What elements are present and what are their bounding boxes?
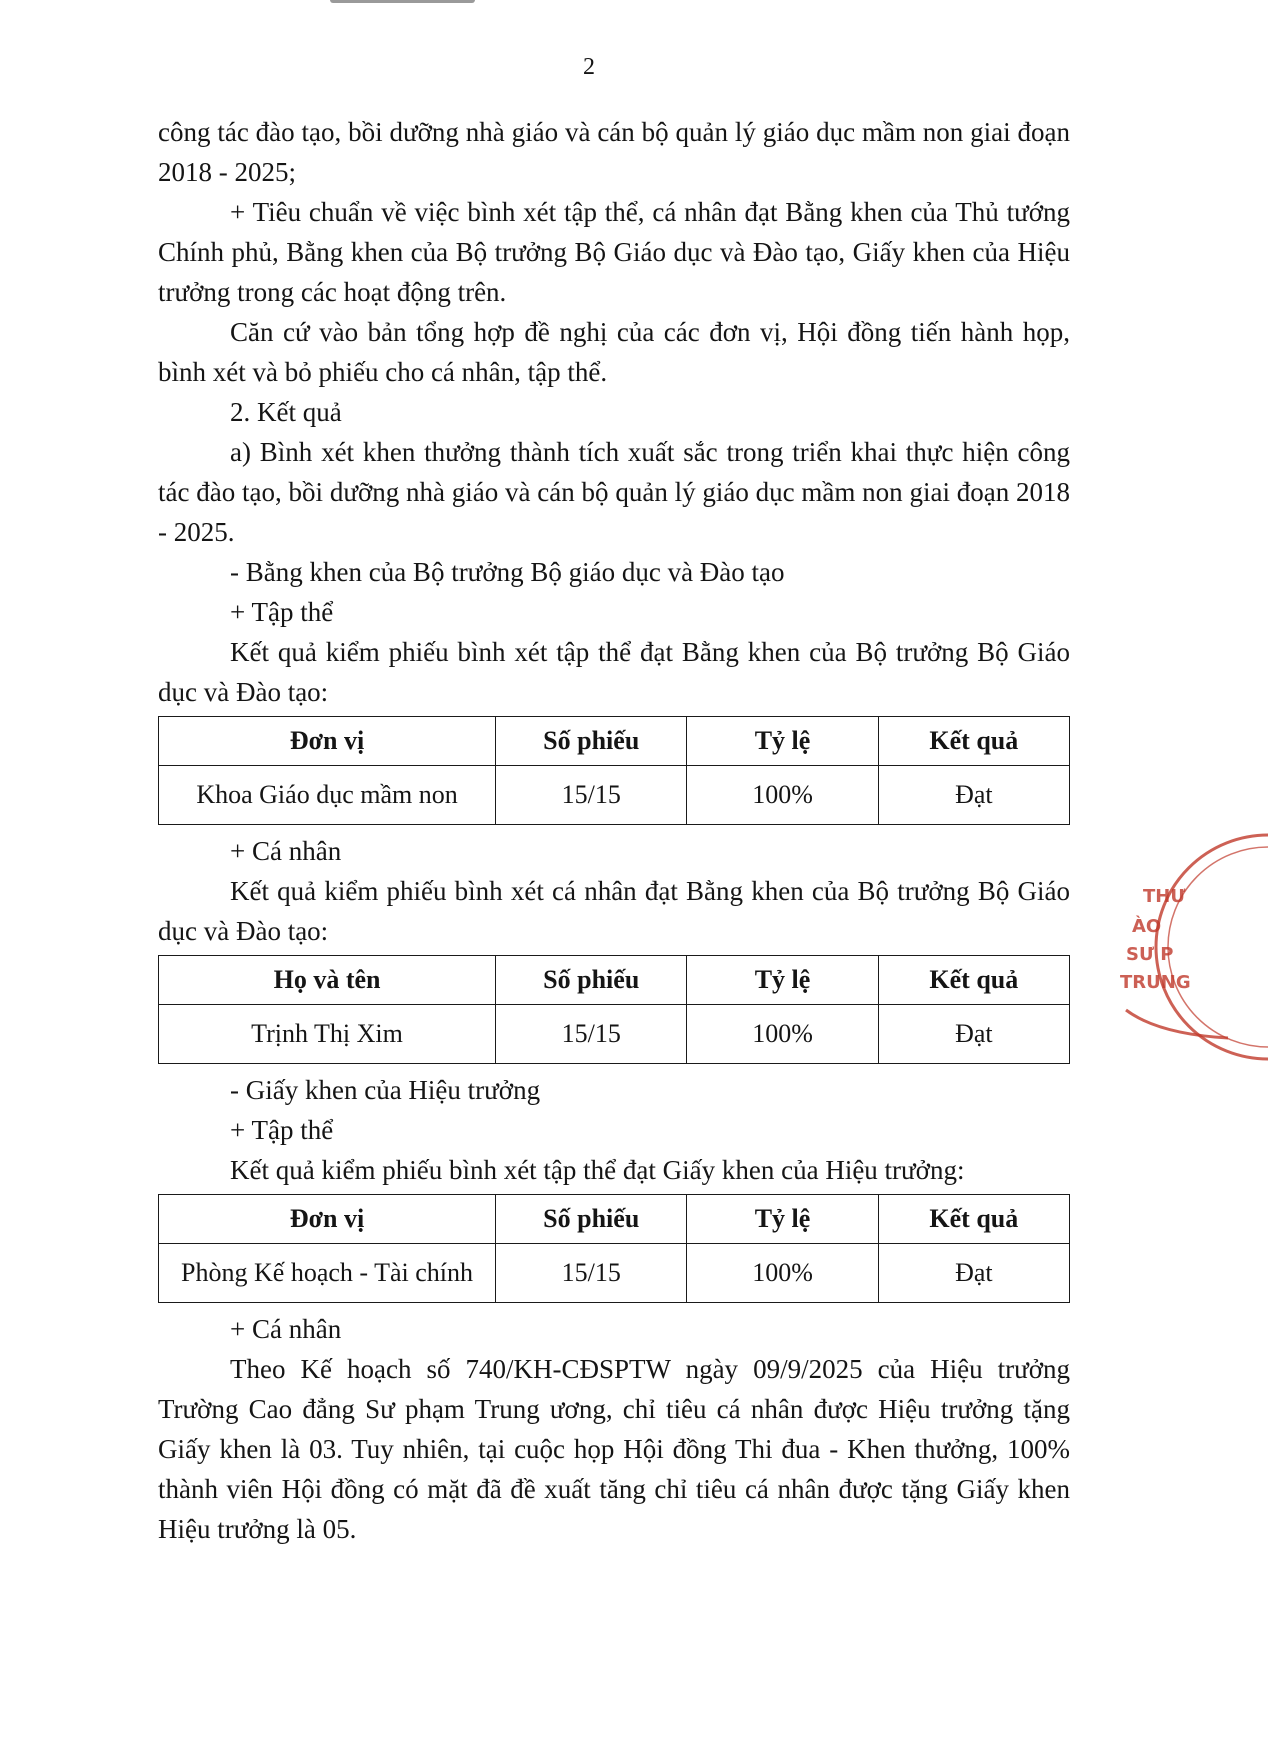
table-cell: Đạt — [878, 766, 1069, 825]
table-collective-principal-award — [158, 1194, 1070, 1303]
table-cell: 15/15 — [496, 1244, 687, 1303]
table-cell: Khoa Giáo dục mầm non — [159, 766, 496, 825]
seal-text: ÀO — [1132, 916, 1162, 937]
paragraph-table1-caption: Kết quả kiểm phiếu bình xét tập thể đạt Bằng khen của Bộ trưởng Bộ Giáo dục và Đào tạo: — [158, 637, 1070, 707]
paragraph-section-a: a) Bình xét khen thưởng thành tích xuất sắc trong triển khai thực hiện công tác đào tạo, bồi dưỡng nhà giáo và cán bộ quản lý giáo dục mầm non giai đoạn 2018 - 2025. — [158, 437, 1070, 547]
table-cell: Đạt — [878, 1244, 1069, 1303]
paragraph-award-criteria: + Tiêu chuẩn về việc bình xét tập thể, cá nhân đạt Bằng khen của Thủ tướng Chính phủ, Bằng khen của Bộ trưởng Bộ Giáo dục và Đào tạo, Giấy khen của Hiệu trưởng trong các hoạt động trên. — [158, 197, 1070, 307]
page-number: 2 — [583, 54, 595, 80]
table-header-cell: Họ và tên — [159, 956, 496, 1005]
document-body — [158, 112, 1070, 1549]
table-header-row — [159, 717, 1070, 766]
table-row — [159, 766, 1070, 825]
seal-text: TRUNG — [1120, 972, 1191, 993]
table-header-cell: Tỷ lệ — [687, 1195, 878, 1244]
table-header-row — [159, 956, 1070, 1005]
heading-collective: + Tập thể — [230, 1115, 334, 1145]
section-heading-results: 2. Kết quả — [230, 397, 342, 427]
table-cell: 100% — [687, 1005, 878, 1064]
seal-text: THƯ — [1143, 886, 1186, 907]
table-cell: Đạt — [878, 1005, 1069, 1064]
table-header-cell: Đơn vị — [159, 717, 496, 766]
heading-minister-award: - Bằng khen của Bộ trưởng Bộ giáo dục và Đào tạo — [230, 557, 785, 587]
heading-individual: + Cá nhân — [230, 1314, 342, 1344]
table-header-cell: Kết quả — [878, 717, 1069, 766]
heading-collective: + Tập thể — [230, 597, 334, 627]
paragraph-table2-caption: Kết quả kiểm phiếu bình xét cá nhân đạt Bằng khen của Bộ trưởng Bộ Giáo dục và Đào tạo: — [158, 876, 1070, 946]
table-cell: 15/15 — [496, 1005, 687, 1064]
table-header-cell: Đơn vị — [159, 1195, 496, 1244]
table-collective-minister-award — [158, 716, 1070, 825]
table-row — [159, 1244, 1070, 1303]
red-seal-stamp — [1118, 832, 1268, 1062]
table-cell: 15/15 — [496, 766, 687, 825]
table-header-cell: Tỷ lệ — [687, 956, 878, 1005]
paragraph-continuation: công tác đào tạo, bồi dưỡng nhà giáo và cán bộ quản lý giáo dục mầm non giai đoạn 2018 - 2025; — [158, 117, 1070, 187]
table-header-cell: Kết quả — [878, 1195, 1069, 1244]
table-cell: 100% — [687, 766, 878, 825]
table-header-cell: Số phiếu — [496, 1195, 687, 1244]
paragraph-voting-basis: Căn cứ vào bản tổng hợp đề nghị của các đơn vị, Hội đồng tiến hành họp, bình xét và bỏ phiếu cho cá nhân, tập thể. — [158, 317, 1070, 387]
table-header-cell: Số phiếu — [496, 956, 687, 1005]
table-header-row — [159, 1195, 1070, 1244]
seal-text: SƯ P — [1126, 944, 1174, 965]
table-cell: Trịnh Thị Xim — [159, 1005, 496, 1064]
table-row — [159, 1005, 1070, 1064]
table-header-cell: Kết quả — [878, 956, 1069, 1005]
table-cell: Phòng Kế hoạch - Tài chính — [159, 1244, 496, 1303]
heading-individual: + Cá nhân — [230, 836, 342, 866]
table-cell: 100% — [687, 1244, 878, 1303]
scan-edge-mark — [330, 0, 475, 3]
paragraph-table3-caption: Kết quả kiểm phiếu bình xét tập thể đạt Giấy khen của Hiệu trưởng: — [230, 1155, 965, 1185]
table-individual-minister-award — [158, 955, 1070, 1064]
paragraph-quota-proposal: Theo Kế hoạch số 740/KH-CĐSPTW ngày 09/9/2025 của Hiệu trưởng Trường Cao đẳng Sư phạm Trung ương, chỉ tiêu cá nhân được Hiệu trưởng tặng Giấy khen là 03. Tuy nhiên, tại cuộc họp Hội đồng Thi đua - Khen thưởng, 100% thành viên Hội đồng có mặt đã đề xuất tăng chỉ tiêu cá nhân được tặng Giấy khen Hiệu trưởng là 05. — [158, 1354, 1070, 1544]
table-header-cell: Số phiếu — [496, 717, 687, 766]
heading-principal-award: - Giấy khen của Hiệu trưởng — [230, 1075, 541, 1105]
table-header-cell: Tỷ lệ — [687, 717, 878, 766]
